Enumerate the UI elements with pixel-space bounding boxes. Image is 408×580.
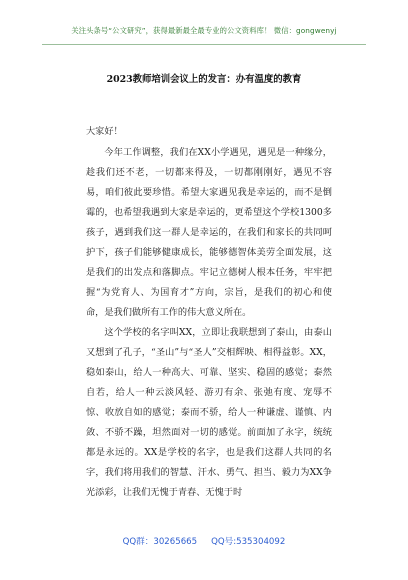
footer-qq-number: QQ号:535304092 (211, 537, 286, 547)
header-divider (42, 44, 366, 45)
paragraph: 这个学校的名字叫XX，立即让我联想到了泰山，由泰山又想到了孔子，“圣山”与“圣人”交相辉映、相得益彰。XX，稳如泰山，给人一种高大、可靠、坚实、稳固的感觉；泰然自若，给人一种云淡风轻、游刃有余、张弛有度、宠辱不惊、收放自如的感觉；泰而不骄，给人一种谦虚、谨慎、内敛、不骄不躁，坦然面对一切的感觉。前面加了永字，统统都是永远的。XX是学校的名字，也是我们这群人共同的名字，我们将用我们的智慧、汗水、勇气、担当、毅力为XX争光添彩，让我们无愧于青春、无愧于时 (86, 327, 332, 498)
header-banner: 关注头条号“公文研究”，获得最新最全最专业的公文资料库！ 微信：gongwenyj (71, 26, 337, 35)
paragraph: 今年工作调整，我们在XX小学遇见，遇见是一种缘分，趁我们还不老，一切都来得及，一切都刚刚好，遇见不容易，咱们彼此要珍惜。希望大家遇见我是幸运的，而不是倒霉的，也希望我遇到大家是幸运的，更希望这个学校1300多孩子，遇到我们这一群人是幸运的，在我们和家长的共同呵护下，孩子们能够健康成长，能够德智体美劳全面发展，这是我们的出发点和落脚点。牢记立德树人根本任务，牢牢把握“为党育人、为国育才”方向，宗旨，是我们的初心和使命，是我们做所有工作的伟大意义所在。 (86, 147, 332, 318)
document-body (86, 122, 332, 503)
document-title: 2023教师培训会议上的发言：办有温度的教育 (106, 74, 302, 85)
footer-qq-group: QQ群：30265665 (122, 537, 198, 547)
footer-contact (0, 535, 408, 547)
salutation: 大家好！ (86, 126, 123, 137)
